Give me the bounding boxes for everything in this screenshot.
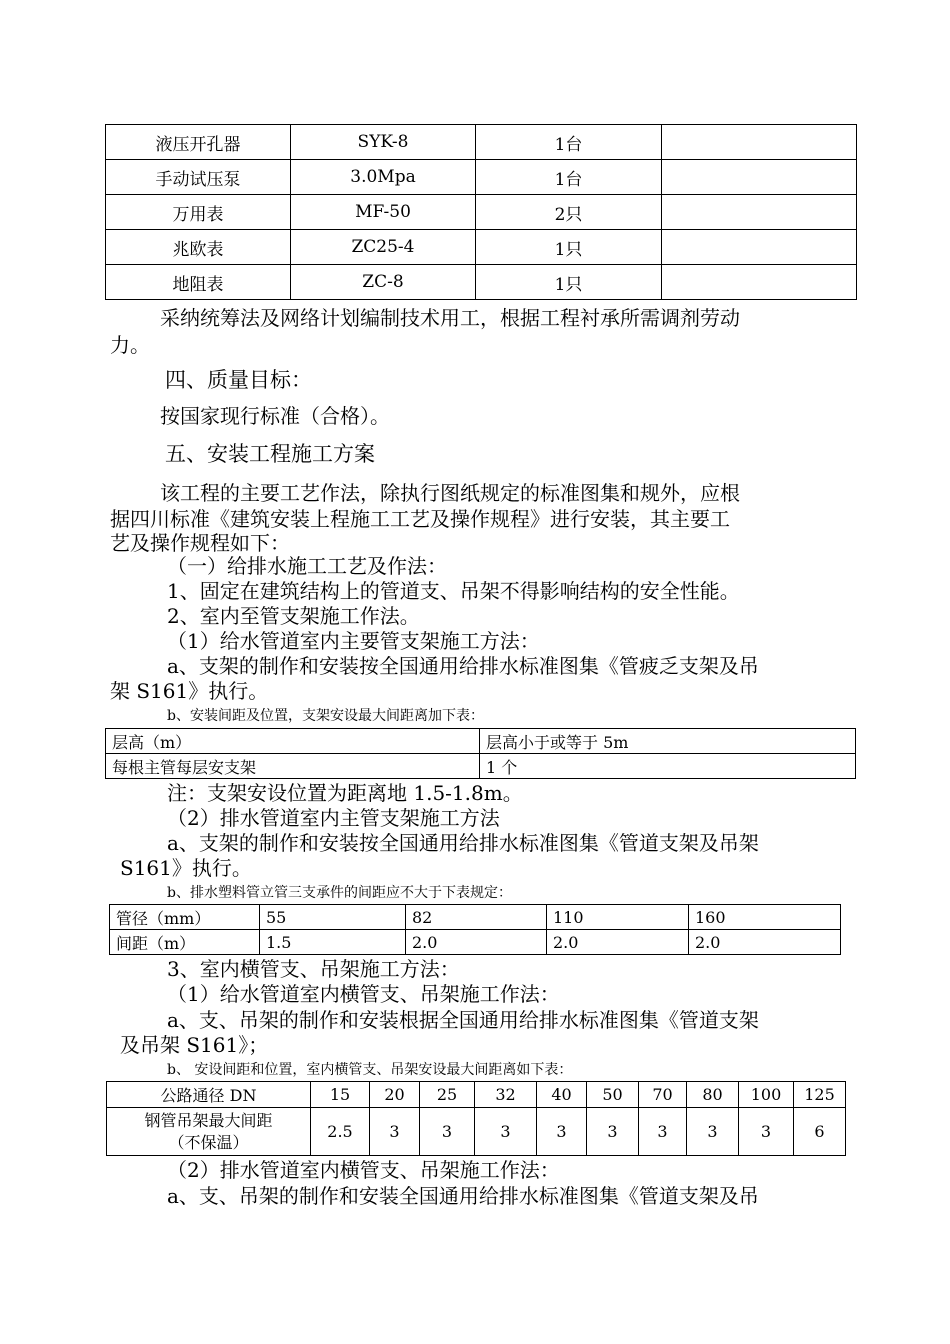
table-header-cell: 70 [639,1082,687,1108]
table-row [106,195,857,230]
table-cell [662,265,857,300]
list-item: 2、室内至管支架施工作法。 [167,604,420,628]
table-caption: b、排水塑料管立管三支承件的间距应不大于下表规定： [167,885,512,901]
drain-pipe-spacing-table [109,904,841,955]
table-row [106,230,857,265]
table-row [106,160,857,195]
table-cell: 3 [639,1108,687,1156]
section-heading-quality: 四、质量目标： [165,368,312,392]
table-cell: 1 个 [480,754,856,779]
table-header-cell: 32 [475,1082,537,1108]
table-header-cell: 40 [537,1082,587,1108]
table-cell: 1.5 [260,930,406,955]
install-intro-line: 艺及操作规程如下： [110,531,290,555]
table-cell: 2.0 [406,930,547,955]
list-item: （2）排水管道室内主管支架施工方法 [167,806,500,830]
list-item: （1）给水管道室内主要管支架施工方法： [167,629,540,653]
note: 注：支架安设位置为距离地 1.5-1.8m。 [167,781,523,805]
table-cell: 6 [794,1108,846,1156]
table-cell: 2.5 [311,1108,370,1156]
list-item: （2）排水管道室内横管支、吊架施工作法： [167,1158,560,1182]
table-cell: 3 [687,1108,739,1156]
table-cell [662,195,857,230]
table-cell: 1只 [476,230,662,265]
table-cell: 2.0 [547,930,689,955]
table-row [110,905,841,930]
table-cell: 1台 [476,160,662,195]
horizontal-pipe-spacing-table [106,1081,846,1156]
table-row [106,125,857,160]
row-label-line: 钢管吊架最大间距 [144,1110,273,1130]
section-heading-install: 五、安装工程施工方案 [165,442,375,466]
row-label-line: （不保温） [168,1132,249,1152]
list-item: a、支、吊架的制作和安装根据全国通用给排水标准图集《管道支架 [167,1008,759,1032]
table-caption: b、 安设间距和位置，室内横管支、吊架安设最大间距离如下表： [167,1062,573,1078]
table-cell: 层高小于或等于 5m [480,729,856,754]
table-header-cell: 100 [739,1082,794,1108]
table-cell: 3 [537,1108,587,1156]
table-cell: 手动试压泵 [106,160,291,195]
table-caption: b、安装间距及位置，支架安设最大间距离加下表： [167,708,484,724]
table-row [107,1082,846,1108]
list-item: （1）给水管道室内横管支、吊架施工作法： [167,982,560,1006]
table-cell: 110 [547,905,689,930]
table-cell: 3 [739,1108,794,1156]
table-row [106,754,856,779]
table-cell: 55 [260,905,406,930]
table-cell: 层高（m） [106,729,480,754]
equipment-table [105,124,857,300]
table-cell: ZC25-4 [291,230,476,265]
list-item: a、支架的制作和安装按全国通用给排水标准图集《管疲乏支架及吊 [167,654,759,678]
table-header-cell: 20 [370,1082,420,1108]
table-header-cell: 50 [587,1082,639,1108]
table-cell: 160 [689,905,841,930]
list-item: 3、室内横管支、吊架施工方法： [167,957,460,981]
table-row [107,1108,846,1156]
list-item-cont: S161》执行。 [120,856,252,880]
table-row [106,265,857,300]
list-item: a、支、吊架的制作和安装全国通用给排水标准图集《管道支架及吊 [167,1184,759,1208]
labor-paragraph: 采纳统筹法及网络计划编制技术用工，根据工程衬承所需调剂劳动 [160,306,740,330]
table-cell: 间距（m） [110,930,260,955]
quality-body: 按国家现行标准（合格）。 [160,404,390,428]
table-cell: SYK-8 [291,125,476,160]
table-cell: 液压开孔器 [106,125,291,160]
list-item-cont: 架 S161》执行。 [110,679,269,703]
table-row [110,930,841,955]
table-row [106,729,856,754]
table-cell: 82 [406,905,547,930]
table-cell: MF-50 [291,195,476,230]
subsection-heading: （一）给排水施工工艺及作法： [167,554,447,578]
table-header-cell: 25 [420,1082,475,1108]
table-cell: 2只 [476,195,662,230]
labor-paragraph-cont: 力。 [110,333,150,357]
install-intro-line: 据四川标准《建筑安装上程施工工艺及操作规程》进行安装，其主要工 [110,507,730,531]
table-cell: 2.0 [689,930,841,955]
table-cell: 3 [420,1108,475,1156]
table-cell: 1只 [476,265,662,300]
support-spacing-table [105,728,856,779]
install-intro-line: 该工程的主要工艺作法，除执行图纸规定的标准图集和规外，应根 [160,481,740,505]
table-cell: 3 [370,1108,420,1156]
table-cell: 3 [587,1108,639,1156]
table-header-cell: 15 [311,1082,370,1108]
list-item: 1、固定在建筑结构上的管道支、吊架不得影响结构的安全性能。 [167,579,740,603]
table-cell: 3 [475,1108,537,1156]
list-item-cont: 及吊架 S161》； [120,1033,269,1057]
table-header-cell: 125 [794,1082,846,1108]
table-cell: 每根主管每层安支架 [106,754,480,779]
table-cell: 兆欧表 [106,230,291,265]
table-cell [662,230,857,265]
list-item: a、支架的制作和安装按全国通用给排水标准图集《管道支架及吊架 [167,831,759,855]
table-cell: ZC-8 [291,265,476,300]
table-cell [107,1108,311,1156]
table-cell: 地阻表 [106,265,291,300]
table-cell [662,125,857,160]
table-cell: 1台 [476,125,662,160]
table-cell: 万用表 [106,195,291,230]
table-cell: 管径（mm） [110,905,260,930]
table-cell: 3.0Mpa [291,160,476,195]
table-header-cell: 80 [687,1082,739,1108]
table-header-cell: 公路通径 DN [107,1082,311,1108]
table-cell [662,160,857,195]
